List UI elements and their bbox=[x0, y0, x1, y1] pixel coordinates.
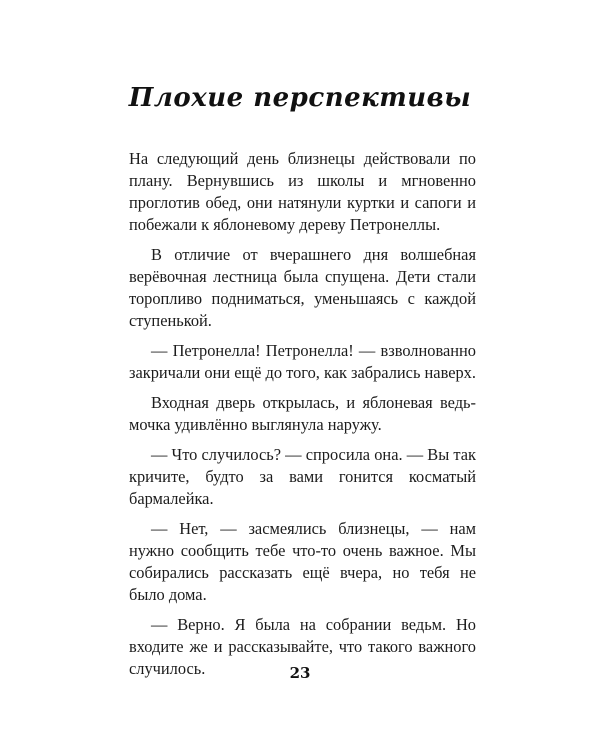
page-number: 23 bbox=[289, 664, 311, 682]
paragraph: — Что случилось? — спросила она. — Вы так кричите, будто за вами гонится косматый бармалейка. bbox=[129, 445, 476, 508]
paragraph: На следующий день близнецы действовали по плану. Вернувшись из школы и мгновенно проглотив обед, они натянули куртки и сапоги и побежали к яблоневому дереву Петронеллы. bbox=[129, 149, 476, 234]
chapter-title: Плохие перспективы bbox=[128, 83, 472, 113]
body-text bbox=[129, 148, 476, 688]
paragraph: — Нет, — засмеялись близнецы, — нам нужно сообщить тебе что-то очень важное. Мы собирались рассказать ещё вчера, но тебя не было дома. bbox=[129, 519, 476, 604]
paragraph: Входная дверь открылась, и яблоневая ведьмочка удивлённо выглянула наружу. bbox=[129, 393, 476, 434]
paragraph: — Верно. Я была на собрании ведьм. Но входите же и рассказывайте, что такого важного случилось. bbox=[129, 615, 476, 678]
paragraph: В отличие от вчерашнего дня волшебная верёвочная лестница была спущена. Дети стали торопливо подниматься, уменьшаясь с каждой ступенькой. bbox=[129, 245, 476, 330]
paragraph: — Петронелла! Петронелла! — взволнованно закричали они ещё до того, как забрались наверх. bbox=[129, 341, 476, 382]
